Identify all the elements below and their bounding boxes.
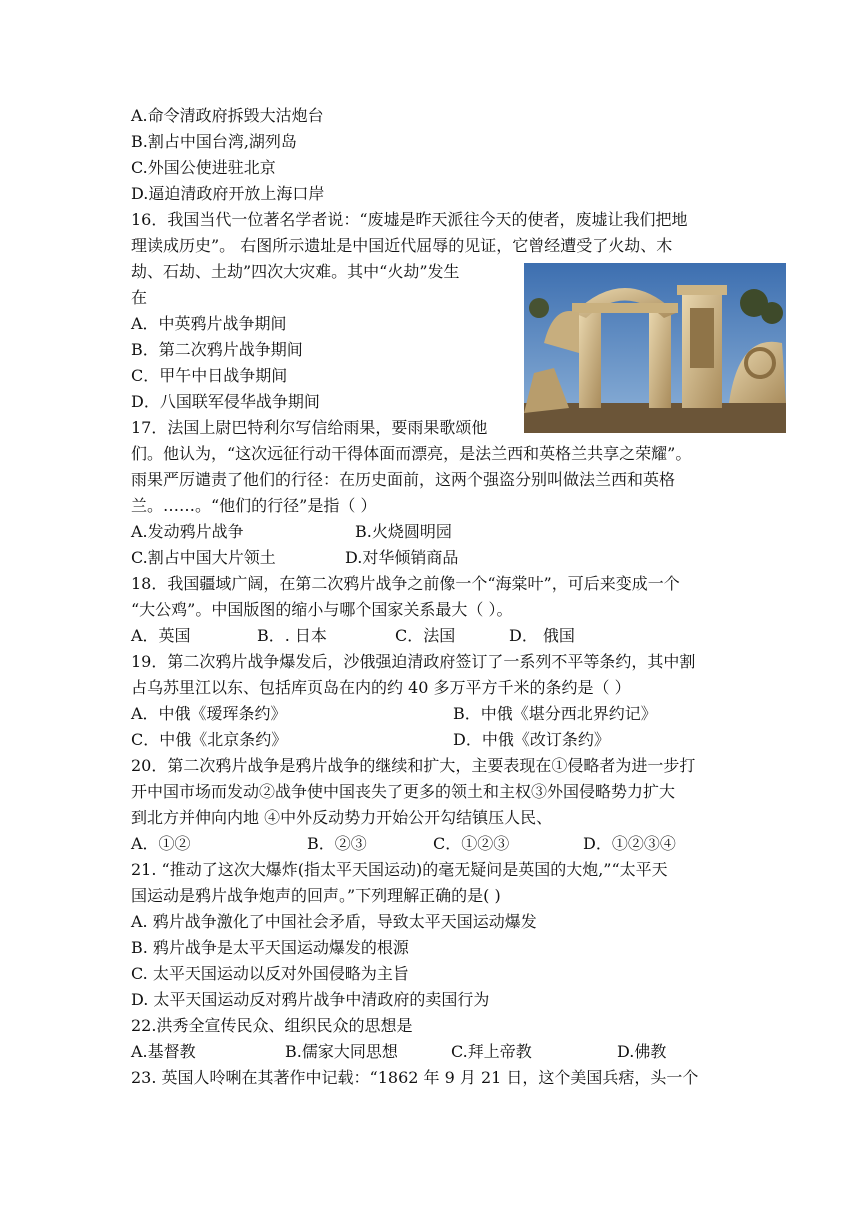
q22-option-a: A.基督教 xyxy=(131,1042,196,1061)
q21-option-a: A. 鸦片战争激化了中国社会矛盾，导致太平天国运动爆发 xyxy=(131,912,537,931)
q19-option-c: C．中俄《北京条约》 xyxy=(131,730,288,749)
q19-stem-line-1: 19．第二次鸦片战争爆发后，沙俄强迫清政府签订了一系列不平等条约，其中割 xyxy=(131,652,696,671)
q20-stem-line-2: 开中国市场而发动②战争使中国丧失了更多的领土和主权③外国侵略势力扩大 xyxy=(131,782,676,801)
q20-option-a: A．①② xyxy=(131,834,191,853)
q17-stem-line-2: 们。他认为，“这次远征行动干得体面而漂亮，是法兰西和英格兰共享之荣耀”。 xyxy=(131,444,692,463)
q22-option-d: D.佛教 xyxy=(617,1042,667,1061)
q17-option-a: A.发动鸦片战争 xyxy=(131,522,244,541)
q19-option-b: B．中俄《堪分西北界约记》 xyxy=(453,704,657,723)
q17-option-c: C.割占中国大片领土 xyxy=(131,548,276,567)
q23-stem: 23. 英国人呤唎在其著作中记载：“1862 年 9 月 21 日，这个美国兵痞，头一个 xyxy=(131,1068,699,1087)
q21-stem-line-1: 21. “推动了这次大爆炸(指太平天国运动)的毫无疑问是英国的大炮,”“太平天 xyxy=(131,860,668,879)
q16-stem-line-4: 在 xyxy=(131,288,148,307)
q16-stem-line-2: 理读成历史”。 右图所示遗址是中国近代屈辱的见证，它曾经遭受了火劫、木 xyxy=(131,236,673,255)
q16-option-a: A．中英鸦片战争期间 xyxy=(131,314,287,333)
q21-option-c: C. 太平天国运动以反对外国侵略为主旨 xyxy=(131,964,409,983)
q20-option-d: D．①②③④ xyxy=(583,834,676,853)
q19-option-d: D．中俄《改订条约》 xyxy=(453,730,610,749)
q15-option-c: C.外国公使进驻北京 xyxy=(131,158,276,177)
q21-option-b: B. 鸦片战争是太平天国运动爆发的根源 xyxy=(131,938,409,957)
q19-stem-line-2: 占乌苏里江以东、包括库页岛在内的约 40 多万平方千米的条约是（ ） xyxy=(131,678,631,697)
q18-option-a: A．英国 xyxy=(131,626,191,645)
q15-option-b: B.割占中国台湾,湖列岛 xyxy=(131,132,297,151)
q18-stem-line-1: 18．我国疆域广阔，在第二次鸦片战争之前像一个“海棠叶”，可后来变成一个 xyxy=(131,574,680,593)
ruins-photo xyxy=(524,263,786,433)
q15-option-d: D.逼迫清政府开放上海口岸 xyxy=(131,184,325,203)
q15-option-a: A.命令清政府拆毁大沽炮台 xyxy=(131,106,324,125)
q17-stem-line-3: 雨果严厉谴责了他们的行径：在历史面前，这两个强盗分别叫做法兰西和英格 xyxy=(131,470,676,489)
q20-option-c: C．①②③ xyxy=(433,834,510,853)
q17-option-b: B.火烧圆明园 xyxy=(355,522,452,541)
q22-option-b: B.儒家大同思想 xyxy=(285,1042,398,1061)
q20-stem-line-3: 到北方并伸向内地 ④中外反动势力开始公开勾结镇压人民、 xyxy=(131,808,553,827)
q21-option-d: D. 太平天国运动反对鸦片战争中清政府的卖国行为 xyxy=(131,990,490,1009)
old-summer-palace-ruins-icon xyxy=(524,263,786,433)
q20-option-b: B．②③ xyxy=(307,834,367,853)
q16-stem-line-1: 16．我国当代一位著名学者说：“废墟是昨天派往今天的使者，废墟让我们把地 xyxy=(131,210,688,229)
q22-option-c: C.拜上帝教 xyxy=(451,1042,532,1061)
q18-option-c: C．法国 xyxy=(395,626,456,645)
q18-option-b: B．. 日本 xyxy=(257,626,327,645)
q16-option-b: B．第二次鸦片战争期间 xyxy=(131,340,303,359)
q17-stem-line-4: 兰。……。“他们的行径”是指（ ） xyxy=(131,496,377,515)
q18-stem-line-2: “大公鸡”。中国版图的缩小与哪个国家关系最大（ ）。 xyxy=(131,600,513,619)
q17-stem-line-1: 17．法国上尉巴特利尔写信给雨果，要雨果歌颂他 xyxy=(131,418,488,437)
q16-stem-line-3: 劫、石劫、土劫”四次大灾难。其中“火劫”发生 xyxy=(131,262,460,281)
q16-option-c: C．甲午中日战争期间 xyxy=(131,366,288,385)
q19-option-a: A．中俄《瑷珲条约》 xyxy=(131,704,287,723)
q20-stem-line-1: 20．第二次鸦片战争是鸦片战争的继续和扩大，主要表现在①侵略者为进一步打 xyxy=(131,756,696,775)
q21-stem-line-2: 国运动是鸦片战争炮声的回声。”下列理解正确的是( ) xyxy=(131,886,501,905)
q18-option-d: D． 俄国 xyxy=(509,626,575,645)
q16-option-d: D．八国联军侵华战争期间 xyxy=(131,392,320,411)
q22-stem: 22.洪秀全宣传民众、组织民众的思想是 xyxy=(131,1016,413,1035)
q17-option-d: D.对华倾销商品 xyxy=(345,548,459,567)
